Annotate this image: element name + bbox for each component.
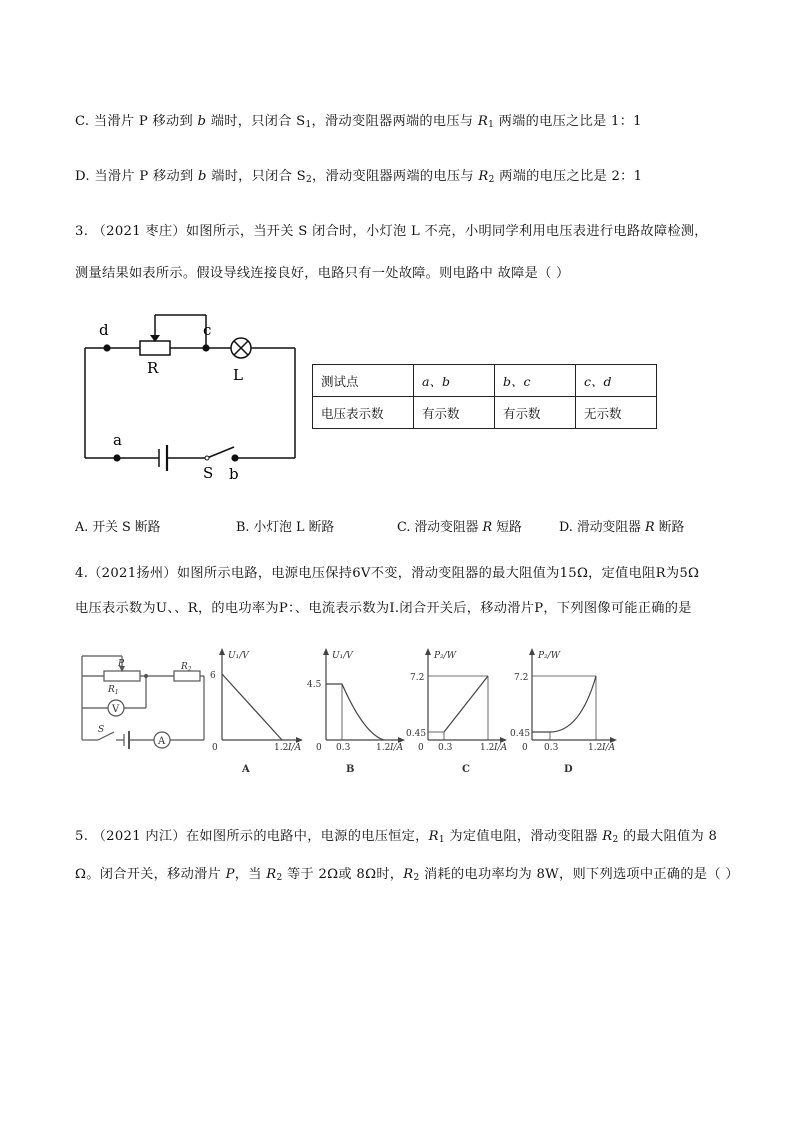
graph-c-xtick2: 1.2 [480,743,495,753]
q3-option-a: A. 开关 S 断路 [75,520,161,535]
q3-stem-line2: 测量结果如表所示。假设导线连接良好，电路只有一处故障。则电路中 故障是（ ） [75,266,570,281]
graph-d-ytick-top: 7.2 [514,673,529,683]
graph-d-ylabel: P₂/W [538,651,560,661]
graph-d-xtick2: 1.2 [588,743,603,753]
label-r2: $R_2$ [181,662,192,673]
graph-c-ytick-low: 0.45 [406,729,427,739]
graph-c-ytick-top: 7.2 [410,673,425,683]
table-cell: a、b [414,365,495,397]
label-a: a [113,431,122,449]
table-cell: c、d [576,365,657,397]
node-d [103,344,110,351]
node-c [202,344,209,351]
node-a [113,454,120,461]
label-d: d [99,321,109,339]
graph-d-xtick1: 0.3 [544,743,559,753]
graph-b-xlabel: I/A [390,743,404,753]
graph-a-xlabel: I/A [288,743,302,753]
graph-a-origin: 0 [212,743,218,753]
graph-d-origin: 0 [522,743,528,753]
q3-option-d: D. 滑动变阻器 R 断路 [559,520,685,535]
label-b: b [229,465,239,483]
graph-c-ylabel: P₂/W [434,651,456,661]
graph-b-xtick1: 0.3 [336,743,351,753]
q4-graph-c [406,646,510,776]
graph-b-origin: 0 [316,743,322,753]
table-row [313,365,657,397]
q3-stem-line1: 3. （2021 枣庄）如图所示，当开关 S 闭合时，小灯泡 L 不亮，小明同学利用电压表进行电路故障检测， [75,224,708,239]
q4-stem-line2: 电压表示数为U、、R，的电功率为P：、电流表示数为I.闭合开关后，移动滑片P，下列图像可能正确的是 [75,601,692,616]
q4-graph-d [510,646,620,776]
q3-option-b: B. 小灯泡 L 断路 [236,520,335,535]
table-cell: 电压表示数 [313,397,414,429]
graph-c-origin: 0 [418,743,424,753]
voltmeter-label: V [112,704,120,715]
graph-d-xlabel: I/A [602,743,616,753]
q4-circuit-diagram [78,648,206,760]
q5-stem-line1: 5. （2021 内江）在如图所示的电路中，电源的电压恒定，$R_1$ 为定值电阻，滑动变阻器 $R_2$ 的最大阻值为 8 [75,829,718,845]
q4-stem-line1: 4.（2021扬州）如图所示电路，电源电压保持6V不变，滑动变阻器的最大阻值为15Ω，定值电阻R为5Ω [75,566,700,581]
label-L: L [233,366,243,384]
graph-d-letter: D [564,764,573,775]
graph-c-xtick1: 0.3 [438,743,453,753]
q3-circuit-diagram [70,305,310,485]
graph-b-ytick: 4.5 [307,680,322,690]
graph-d-ytick-low: 0.45 [510,729,531,739]
label-s: S [98,725,105,735]
graph-c-letter: C [462,764,470,775]
table-cell: 无示数 [576,397,657,429]
table-cell: 测试点 [313,365,414,397]
graph-a-ylabel: U₁/V [228,651,249,661]
ammeter-label: A [158,736,166,747]
graph-a-letter: A [242,764,250,775]
label-c: c [203,321,212,339]
graph-a-xtick: 1.2 [274,743,289,753]
option-d-text: D. 当滑片 P 移动到 b 端时，只闭合 $S_2$，滑动变阻器两端的电压与 $R_2$ 两端的电压之比是 2：1 [75,169,643,185]
node-b [231,454,238,461]
q4-graph-a [206,646,306,776]
graph-b-ylabel: U₁/V [332,651,353,661]
table-cell: 有示数 [414,397,495,429]
q4-graph-b [306,646,406,776]
label-r1: $R_1$ [108,685,119,696]
q3-option-c: C. 滑动变阻器 R 短路 [397,520,522,535]
table-row [313,397,657,429]
graph-c-xlabel: I/A [494,743,508,753]
graph-b-letter: B [346,764,355,775]
label-p: P [118,659,125,669]
graph-a-ytick: 6 [210,671,216,681]
label-R: R [147,359,159,377]
table-cell: 有示数 [495,397,576,429]
label-S: S [203,464,214,482]
q3-test-table [312,364,657,429]
graph-b-xtick2: 1.2 [376,743,391,753]
q5-stem-line2: Ω。闭合开关，移动滑片 P，当 $R_2$ 等于 2Ω或 8Ω时，$R_2$ 消耗的电功率均为 8W，则下列选项中正确的是（ ） [75,867,739,883]
option-c-text: C. 当滑片 P 移动到 b 端时，只闭合 $S_1$，滑动变阻器两端的电压与 $R_1$ 两端的电压之比是 1：1 [75,114,642,130]
table-cell: b、c [495,365,576,397]
